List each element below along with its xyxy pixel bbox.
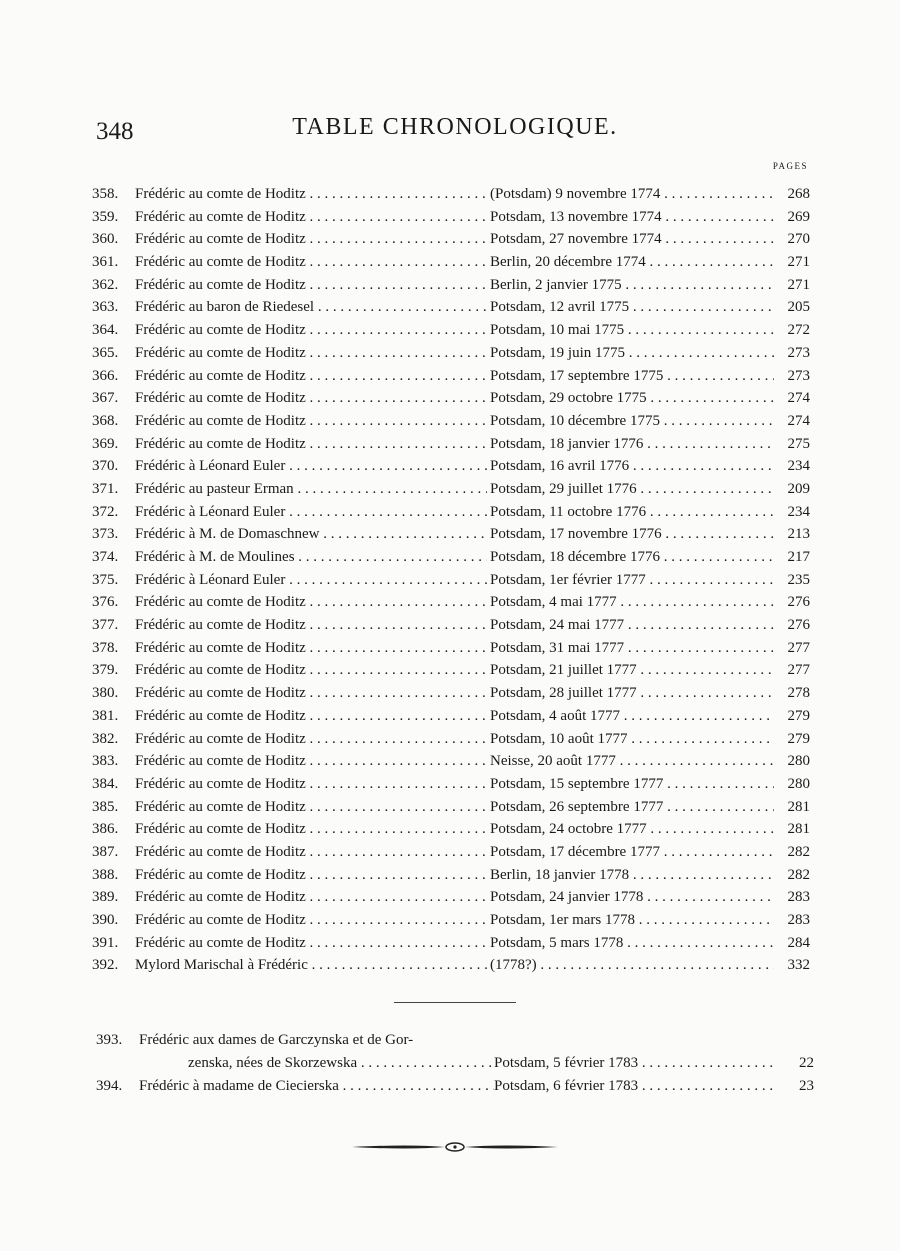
entry-place-date: (Potsdam) 9 novembre 1774 . . . [490,183,780,206]
entry-place-date: Potsdam, 4 août 1777 . . . [490,705,780,728]
entry-place-date: (1778?) . . . [490,954,780,977]
entry-place-date: Potsdam, 17 septembre 1775 . . . [490,365,780,388]
entry-title: Frédéric au comte de Hoditz . . . [135,682,487,705]
entry-page: 283 [774,886,810,909]
chronological-table [92,183,816,977]
entry-place-date: Potsdam, 27 novembre 1774 . . . [490,228,780,251]
entry-page: 234 [774,501,810,524]
entry-number: 376. [92,594,119,611]
entry-page: 282 [774,841,810,864]
entry-place-date: Potsdam, 10 décembre 1775 . . . [490,410,780,433]
entry-number: 380. [92,685,119,702]
entry-place-date: Potsdam, 31 mai 1777 . . . [490,637,780,660]
table-row [96,1029,816,1052]
entry-page: 268 [774,183,810,206]
entry-number: 368. [92,412,119,429]
entry-number: 377. [92,617,119,634]
entry-title: Frédéric au baron de Riedesel . . . [135,296,487,319]
entry-number: 369. [92,435,119,452]
entry-number: 381. [92,707,119,724]
table-row [92,932,816,955]
supplement-table [96,1029,816,1098]
table-row [92,614,816,637]
entry-place-date: Potsdam, 1er mars 1778 . . . [490,909,780,932]
table-row [92,841,816,864]
entry-title: Frédéric au comte de Hoditz . . . [135,886,487,909]
entry-number: 359. [92,208,119,225]
entry-title: Frédéric au comte de Hoditz . . . [135,841,487,864]
entry-title: Frédéric à madame de Ciecierska . . . [139,1075,494,1098]
entry-title: Frédéric au comte de Hoditz . . . [135,614,487,637]
table-row [92,773,816,796]
entry-number: 389. [92,889,119,906]
entry-place-date: Potsdam, 24 janvier 1778 . . . [490,886,780,909]
entry-number: 370. [92,458,119,475]
table-row [92,546,816,569]
table-row [92,682,816,705]
entry-page: 205 [774,296,810,319]
entry-number: 393. [96,1032,123,1048]
table-row [92,637,816,660]
entry-title: Frédéric à M. de Domaschnew . . . [135,523,487,546]
entry-number: 375. [92,571,119,588]
entry-number: 360. [92,231,119,248]
entry-number: 384. [92,775,119,792]
entry-title: Frédéric au comte de Hoditz . . . [135,773,487,796]
entry-place-date: Berlin, 20 décembre 1774 . . . [490,251,780,274]
entry-page: 272 [774,319,810,342]
table-row [92,455,816,478]
entry-page: 235 [774,569,810,592]
entry-page: 271 [774,251,810,274]
entry-number: 371. [92,480,119,497]
entry-title: Frédéric au comte de Hoditz . . . [135,433,487,456]
entry-title-continuation: zenska, nées de Skorzewska . . . [188,1052,494,1075]
entry-page: 277 [774,637,810,660]
table-row [92,864,816,887]
entry-number: 364. [92,322,119,339]
table-row [92,501,816,524]
entry-place-date: Potsdam, 4 mai 1777 . . . [490,591,780,614]
entry-page: 22 [778,1052,814,1075]
table-row [92,387,816,410]
table-row [92,818,816,841]
entry-title: Frédéric au comte de Hoditz . . . [135,750,487,773]
entry-page: 282 [774,864,810,887]
entry-title: Frédéric à Léonard Euler . . . [135,455,487,478]
entry-number: 378. [92,639,119,656]
pages-column-label: PAGES [772,161,808,171]
entry-title: Frédéric aux dames de Garczynska et de Gor- [139,1032,414,1048]
entry-title: Frédéric au comte de Hoditz . . . [135,909,487,932]
entry-title: Frédéric au comte de Hoditz . . . [135,251,487,274]
entry-title: Frédéric au comte de Hoditz . . . [135,637,487,660]
entry-place-date: Potsdam, 18 décembre 1776 . . . [490,546,780,569]
entry-page: 284 [774,932,810,955]
entry-place-date: Potsdam, 29 octobre 1775 . . . [490,387,780,410]
entry-place-date: Berlin, 18 janvier 1778 . . . [490,864,780,887]
entry-place-date: Potsdam, 6 février 1783 . . . [494,1075,774,1098]
entry-number: 361. [92,254,119,271]
entry-number: 394. [96,1078,123,1094]
table-row [92,296,816,319]
entry-place-date: Potsdam, 13 novembre 1774 . . . [490,206,780,229]
entry-number: 362. [92,276,119,293]
entry-page: 213 [774,523,810,546]
entry-place-date: Potsdam, 24 mai 1777 . . . [490,614,780,637]
table-row [92,728,816,751]
entry-page: 281 [774,818,810,841]
entry-page: 283 [774,909,810,932]
entry-page: 277 [774,659,810,682]
entry-number: 358. [92,186,119,202]
table-row [92,909,816,932]
entry-title: Frédéric au comte de Hoditz . . . [135,591,487,614]
entry-place-date: Potsdam, 17 décembre 1777 . . . [490,841,780,864]
entry-page: 274 [774,410,810,433]
entry-number: 382. [92,730,119,747]
table-row [92,591,816,614]
entry-page: 280 [774,750,810,773]
entry-place-date: Potsdam, 16 avril 1776 . . . [490,455,780,478]
ornament-divider [350,1140,560,1154]
table-row [92,251,816,274]
table-row [92,569,816,592]
entry-title: Frédéric au comte de Hoditz . . . [135,387,487,410]
entry-page: 278 [774,682,810,705]
entry-number: 373. [92,526,119,543]
entry-number: 363. [92,299,119,316]
table-row [92,433,816,456]
entry-page: 269 [774,206,810,229]
table-row [92,659,816,682]
entry-title: Frédéric au comte de Hoditz . . . [135,932,487,955]
entry-place-date: Potsdam, 19 juin 1775 . . . [490,342,780,365]
entry-page: 275 [774,433,810,456]
entry-page: 270 [774,228,810,251]
entry-title: Frédéric au comte de Hoditz . . . [135,659,487,682]
entry-page: 23 [778,1075,814,1098]
table-row [92,954,816,977]
entry-number: 385. [92,798,119,815]
table-row [92,274,816,297]
entry-title: Frédéric au comte de Hoditz . . . [135,864,487,887]
entry-place-date: Potsdam, 21 juillet 1777 . . . [490,659,780,682]
table-row [92,886,816,909]
entry-title: Frédéric au comte de Hoditz . . . [135,319,487,342]
entry-title: Frédéric au comte de Hoditz . . . [135,796,487,819]
entry-number: 390. [92,912,119,928]
entry-page: 274 [774,387,810,410]
entry-title: Frédéric au comte de Hoditz . . . [135,705,487,728]
table-row [92,319,816,342]
entry-place-date: Potsdam, 26 septembre 1777 . . . [490,796,780,819]
entry-page: 280 [774,773,810,796]
entry-title: Frédéric à Léonard Euler . . . [135,501,487,524]
page-title: TABLE CHRONOLOGIQUE. [292,114,618,140]
table-row [92,410,816,433]
entry-page: 279 [774,728,810,751]
entry-page: 234 [774,455,810,478]
entry-title: Frédéric au comte de Hoditz . . . [135,365,487,388]
entry-number: 383. [92,753,119,770]
table-row [92,206,816,229]
entry-number: 374. [92,549,119,565]
entry-title: Frédéric au comte de Hoditz . . . [135,728,487,751]
entry-place-date: Potsdam, 10 août 1777 . . . [490,728,780,751]
table-row [92,228,816,251]
entry-title: Frédéric au comte de Hoditz . . . [135,206,487,229]
entry-number: 365. [92,344,119,361]
entry-place-date: Potsdam, 15 septembre 1777 . . . [490,773,780,796]
entry-title: Frédéric au comte de Hoditz . . . [135,183,487,206]
entry-place-date: Potsdam, 28 juillet 1777 . . . [490,682,780,705]
entry-page: 276 [774,614,810,637]
entry-number: 392. [92,957,119,974]
entry-page: 271 [774,274,810,297]
table-row [92,705,816,728]
entry-title: Frédéric au comte de Hoditz . . . [135,818,487,841]
table-row [92,365,816,388]
entry-page: 273 [774,365,810,388]
table-row [96,1075,816,1098]
page-number: 348 [96,118,134,145]
entry-place-date: Potsdam, 5 février 1783 . . . [494,1052,774,1075]
entry-place-date: Berlin, 2 janvier 1775 . . . [490,274,780,297]
table-row [96,1052,816,1075]
entry-title: Frédéric au comte de Hoditz . . . [135,342,487,365]
table-row [92,750,816,773]
entry-number: 387. [92,843,119,860]
entry-title: Frédéric au comte de Hoditz . . . [135,410,487,433]
entry-place-date: Potsdam, 17 novembre 1776 . . . [490,523,780,546]
entry-title: Frédéric à Léonard Euler . . . [135,569,487,592]
entry-title: Frédéric au comte de Hoditz . . . [135,228,487,251]
entry-number: 379. [92,662,119,679]
entry-place-date: Potsdam, 1er février 1777 . . . [490,569,780,592]
entry-place-date: Neisse, 20 août 1777 . . . [490,750,780,773]
section-divider [394,1002,516,1003]
entry-number: 386. [92,821,119,838]
entry-place-date: Potsdam, 10 mai 1775 . . . [490,319,780,342]
entry-title: Frédéric au pasteur Erman . . . [135,478,487,501]
table-row [92,183,816,206]
entry-page: 209 [774,478,810,501]
entry-number: 366. [92,367,119,384]
entry-title: Frédéric à M. de Moulines . . . [135,546,487,569]
entry-page: 273 [774,342,810,365]
entry-number: 367. [92,390,119,407]
entry-page: 217 [774,546,810,569]
entry-number: 388. [92,866,119,883]
entry-title: Mylord Marischal à Frédéric . . . [135,954,487,977]
table-row [92,523,816,546]
entry-page: 281 [774,796,810,819]
entry-place-date: Potsdam, 18 janvier 1776 . . . [490,433,780,456]
entry-page: 276 [774,591,810,614]
entry-number: 391. [92,934,119,951]
entry-title: Frédéric au comte de Hoditz . . . [135,274,487,297]
entry-place-date: Potsdam, 24 octobre 1777 . . . [490,818,780,841]
table-row [92,342,816,365]
entry-page: 279 [774,705,810,728]
table-row [92,796,816,819]
entry-place-date: Potsdam, 5 mars 1778 . . . [490,932,780,955]
entry-place-date: Potsdam, 29 juillet 1776 . . . [490,478,780,501]
entry-place-date: Potsdam, 11 octobre 1776 . . . [490,501,780,524]
entry-place-date: Potsdam, 12 avril 1775 . . . [490,296,780,319]
table-row [92,478,816,501]
entry-number: 372. [92,503,119,520]
entry-page: 332 [774,954,810,977]
